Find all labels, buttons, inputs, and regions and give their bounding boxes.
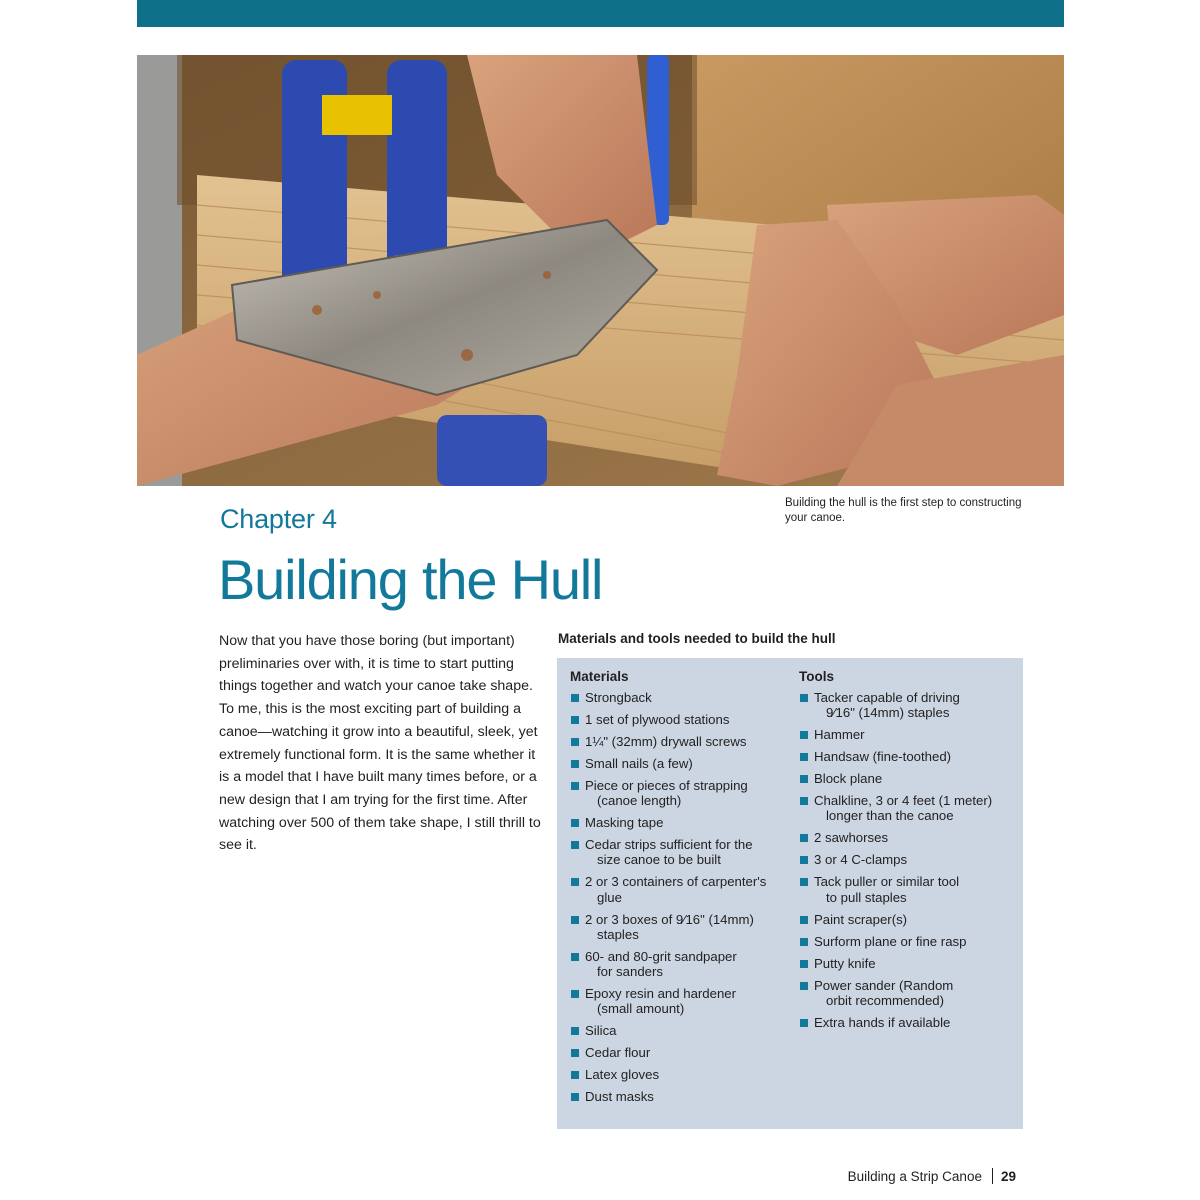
- list-item-text: 3 or 4 C-clamps: [814, 852, 908, 868]
- list-item: [570, 690, 790, 705]
- materials-column: [570, 669, 790, 1111]
- list-item-text: Small nails (a few): [585, 756, 693, 771]
- list-item: [570, 1023, 790, 1038]
- list-item-continuation: to pull staples: [826, 889, 907, 905]
- square-bullet-icon: [571, 738, 579, 746]
- list-item: [570, 986, 790, 1016]
- top-color-band: [137, 0, 1064, 27]
- list-item-text: Piece or pieces of strapping: [585, 778, 748, 793]
- list-item-text: Chalkline, 3 or 4 feet (1 meter): [814, 793, 993, 809]
- square-bullet-icon: [571, 1027, 579, 1035]
- square-bullet-icon: [571, 760, 579, 768]
- sidebar-heading: Materials and tools needed to build the hull: [558, 631, 836, 646]
- list-item: [799, 749, 1019, 764]
- list-item-continuation: longer than the canoe: [826, 808, 954, 824]
- square-bullet-icon: [571, 1049, 579, 1057]
- list-item-continuation: for sanders: [597, 964, 663, 980]
- list-item: [570, 912, 790, 942]
- square-bullet-icon: [571, 878, 579, 886]
- square-bullet-icon: [571, 819, 579, 827]
- list-item: [570, 734, 790, 749]
- square-bullet-icon: [800, 960, 808, 968]
- list-item-text: Putty knife: [814, 955, 876, 971]
- list-item-text: 1 set of plywood stations: [585, 712, 730, 727]
- materials-tools-box: [557, 658, 1023, 1129]
- tools-title: Tools: [799, 669, 834, 684]
- list-item: [799, 690, 1019, 720]
- square-bullet-icon: [571, 990, 579, 998]
- list-item: [799, 912, 1019, 927]
- list-item-text: 2 sawhorses: [814, 830, 889, 846]
- chapter-title: Building the Hull: [218, 548, 603, 611]
- footer-book-title: Building a Strip Canoe: [847, 1169, 982, 1184]
- list-item-text: Tacker capable of driving: [814, 690, 960, 705]
- list-item: [570, 815, 790, 830]
- square-bullet-icon: [800, 1019, 808, 1027]
- list-item-text: Hammer: [814, 727, 865, 743]
- page-footer: [848, 1168, 1016, 1184]
- list-item: [799, 1015, 1019, 1030]
- list-item-continuation: staples: [597, 926, 639, 942]
- photo-caption: Building the hull is the first step to constructing your canoe.: [785, 497, 1022, 524]
- list-item: [799, 793, 1019, 823]
- list-item: [799, 830, 1019, 845]
- list-item-text: Latex gloves: [585, 1067, 660, 1083]
- chapter-photo: [137, 55, 1064, 486]
- list-item-text: Cedar flour: [585, 1045, 651, 1061]
- square-bullet-icon: [800, 834, 808, 842]
- list-item-text: Tack puller or similar tool: [814, 874, 960, 890]
- square-bullet-icon: [571, 841, 579, 849]
- square-bullet-icon: [800, 878, 808, 886]
- list-item: [570, 1045, 790, 1060]
- list-item-text: Epoxy resin and hardener: [585, 986, 737, 1002]
- list-item: [799, 956, 1019, 971]
- footer-separator: [992, 1168, 993, 1184]
- list-item-continuation: size canoe to be built: [597, 852, 721, 868]
- list-item-text: 60- and 80-grit sandpaper: [585, 948, 737, 964]
- tools-list: [799, 690, 1019, 1030]
- list-item-text: 2 or 3 boxes of 9⁄16" (14mm): [585, 911, 754, 927]
- list-item-continuation: (small amount): [597, 1001, 685, 1017]
- list-item-continuation: (canoe length): [597, 793, 682, 809]
- list-item-text: Block plane: [814, 771, 883, 787]
- list-item: [570, 949, 790, 979]
- intro-paragraph: [219, 630, 549, 857]
- page-number: 29: [1000, 1169, 1016, 1184]
- list-item: [570, 874, 790, 904]
- square-bullet-icon: [800, 938, 808, 946]
- square-bullet-icon: [800, 731, 808, 739]
- square-bullet-icon: [800, 753, 808, 761]
- list-item: [570, 1089, 790, 1104]
- square-bullet-icon: [571, 1093, 579, 1101]
- list-item-continuation: orbit recommended): [826, 992, 945, 1008]
- list-item-text: Silica: [585, 1023, 617, 1039]
- list-item-text: Power sander (Random: [814, 977, 954, 993]
- list-item: [799, 978, 1019, 1008]
- square-bullet-icon: [800, 694, 808, 702]
- list-item-continuation: glue: [597, 889, 622, 905]
- square-bullet-icon: [571, 916, 579, 924]
- list-item: [799, 934, 1019, 949]
- list-item: [570, 712, 790, 727]
- square-bullet-icon: [571, 716, 579, 724]
- square-bullet-icon: [800, 775, 808, 783]
- square-bullet-icon: [800, 797, 808, 805]
- square-bullet-icon: [800, 982, 808, 990]
- intro-text: Now that you have those boring (but important) preliminaries over with, it is time to start putting things together and watch your canoe take shape. To me, this is the most exciting part of building a canoe—watching it grow into a beautiful, sleek, yet extremely functional form. It is the same whether it is a model that I have built many times before, or a new design that I am trying for the first time. After watching over 500 of them take shape, I still thrill to see it.: [219, 633, 541, 854]
- list-item-text: Masking tape: [585, 815, 664, 831]
- materials-title: Materials: [570, 669, 629, 684]
- list-item-text: Handsaw (fine-toothed): [814, 749, 952, 765]
- list-item-continuation: 9⁄16" (14mm) staples: [826, 705, 950, 721]
- square-bullet-icon: [800, 856, 808, 864]
- list-item: [799, 727, 1019, 742]
- list-item: [799, 874, 1019, 904]
- list-item-text: 2 or 3 containers of carpenter's: [585, 874, 767, 890]
- list-item-text: Strongback: [585, 690, 652, 705]
- square-bullet-icon: [571, 1071, 579, 1079]
- list-item: [570, 1067, 790, 1082]
- list-item-text: Dust masks: [585, 1089, 654, 1105]
- square-bullet-icon: [571, 953, 579, 961]
- list-item-text: Paint scraper(s): [814, 911, 908, 927]
- list-item-text: Extra hands if available: [814, 1014, 951, 1030]
- materials-list: [570, 690, 790, 1104]
- list-item-text: Surform plane or fine rasp: [814, 933, 967, 949]
- list-item-text: Cedar strips sufficient for the: [585, 837, 753, 853]
- list-item: [799, 852, 1019, 867]
- chapter-label: Chapter 4: [220, 504, 337, 534]
- list-item: [570, 756, 790, 771]
- list-item-text: 1¼" (32mm) drywall screws: [585, 734, 747, 749]
- list-item: [570, 778, 790, 808]
- square-bullet-icon: [571, 694, 579, 702]
- square-bullet-icon: [571, 782, 579, 790]
- list-item: [570, 837, 790, 867]
- tools-column: [799, 669, 1019, 1037]
- photo-hands-stapling-strips-icon: [137, 55, 1064, 486]
- square-bullet-icon: [800, 916, 808, 924]
- list-item: [799, 771, 1019, 786]
